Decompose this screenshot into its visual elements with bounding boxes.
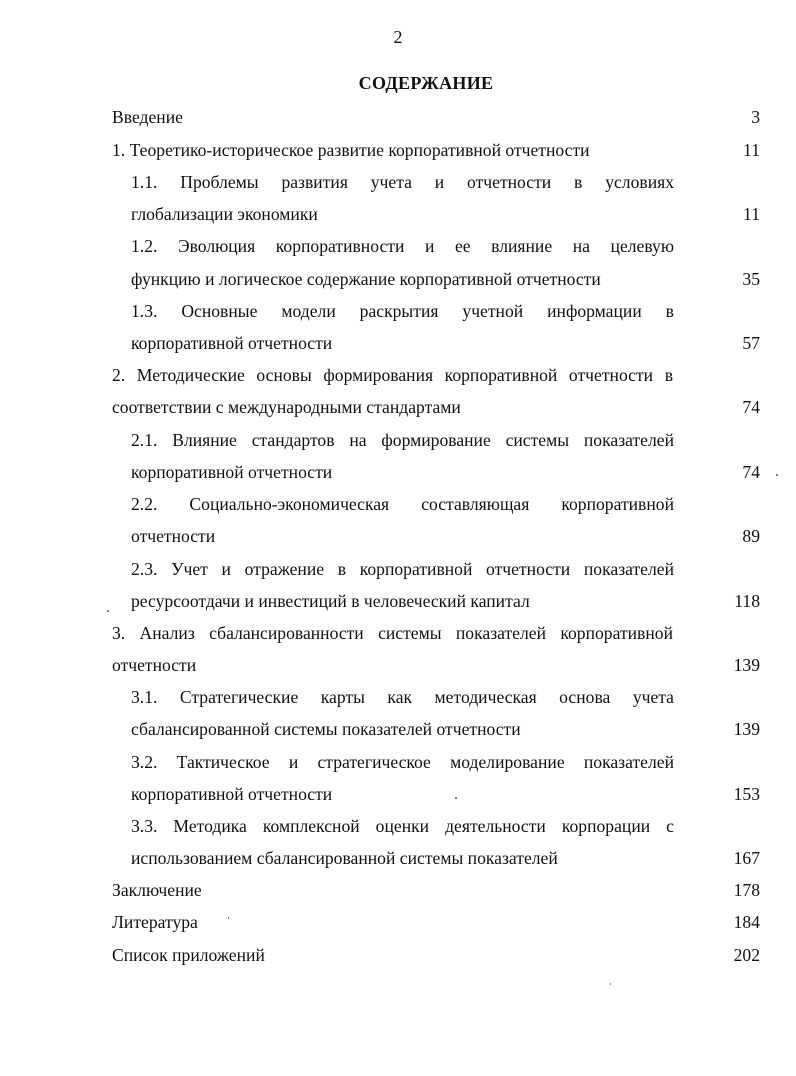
toc-page-section-1-1: 11 bbox=[743, 204, 760, 224]
toc-entry-section-3-3-line1[interactable]: 3.3. Методика комплексной оценки деятельности корпорации с bbox=[131, 816, 674, 836]
toc-entry-section-1-1-line2[interactable]: глобализации экономики bbox=[131, 204, 318, 224]
toc-page-intro: 3 bbox=[751, 107, 760, 127]
toc-page-appendices: 202 bbox=[733, 945, 760, 965]
toc-entry-section-1-3-line2[interactable]: корпоративной отчетности bbox=[131, 333, 333, 353]
toc-entry-section-3-2-line1[interactable]: 3.2. Тактическое и стратегическое моделирование показателей bbox=[131, 752, 674, 772]
toc-entry-appendices[interactable]: Список приложений bbox=[112, 945, 265, 965]
toc-entry-section-2-1-line1[interactable]: 2.1. Влияние стандартов на формирование системы показателей bbox=[131, 430, 674, 450]
toc-entry-section-2-3-line1[interactable]: 2.3. Учет и отражение в корпоративной отчетности показателей bbox=[131, 559, 674, 579]
toc-page-literature: 184 bbox=[733, 912, 760, 932]
toc-page-section-1-2: 35 bbox=[742, 269, 760, 289]
toc-entry-section-3-1-line2[interactable]: сбалансированной системы показателей отчетности bbox=[131, 719, 521, 739]
toc-entry-section-2-1-line2[interactable]: корпоративной отчетности bbox=[131, 462, 333, 482]
toc-entry-section-1-2-line1[interactable]: 1.2. Эволюция корпоративности и ее влияние на целевую bbox=[131, 236, 674, 256]
toc-page-chapter-2: 74 bbox=[742, 397, 760, 417]
toc-entry-chapter-3-line2[interactable]: отчетности bbox=[112, 655, 197, 675]
page-number: 2 bbox=[393, 27, 403, 47]
toc-page-section-2-1: 74 bbox=[742, 462, 760, 482]
scan-speck bbox=[776, 474, 778, 476]
toc-entry-chapter-3-line1[interactable]: 3. Анализ сбалансированности системы показателей корпоративной bbox=[112, 623, 673, 643]
scan-speck bbox=[455, 797, 457, 799]
toc-entry-conclusion[interactable]: Заключение bbox=[112, 880, 202, 900]
toc-page-section-2-3: 118 bbox=[734, 591, 760, 611]
toc-page-section-3-3: 167 bbox=[733, 848, 760, 868]
toc-entry-section-2-3-line2[interactable]: ресурсоотдачи и инвестиций в человеческий капитал bbox=[131, 591, 530, 611]
toc-entry-section-3-2-line2[interactable]: корпоративной отчетности bbox=[131, 784, 333, 804]
toc-entry-section-3-1-line1[interactable]: 3.1. Стратегические карты как методическая основа учета bbox=[131, 687, 674, 707]
toc-page-section-3-1: 139 bbox=[733, 719, 760, 739]
toc-page-section-3-2: 153 bbox=[733, 784, 760, 804]
scan-speck bbox=[610, 983, 611, 985]
toc-entry-section-3-3-line2[interactable]: использованием сбалансированной системы показателей bbox=[131, 848, 558, 868]
toc-entry-intro[interactable]: Введение bbox=[112, 107, 183, 127]
toc-entry-literature[interactable]: Литература bbox=[112, 912, 198, 932]
toc-page-section-1-3: 57 bbox=[742, 333, 760, 353]
toc-entry-section-2-2-line1[interactable]: 2.2. Социально-экономическая составляющая корпоративной bbox=[131, 494, 674, 514]
toc-entry-section-1-3-line1[interactable]: 1.3. Основные модели раскрытия учетной информации в bbox=[131, 301, 674, 321]
toc-entry-chapter-2-line2[interactable]: соответствии с международными стандартами bbox=[112, 397, 461, 417]
toc-page-section-2-2: 89 bbox=[742, 526, 760, 546]
toc-entry-section-1-1-line1[interactable]: 1.1. Проблемы развития учета и отчетности в условиях bbox=[131, 172, 674, 192]
toc-entry-section-1-2-line2[interactable]: функцию и логическое содержание корпоративной отчетности bbox=[131, 269, 601, 289]
scan-speck bbox=[228, 917, 229, 919]
toc-entry-chapter-1[interactable]: 1. Теоретико-историческое развитие корпоративной отчетности bbox=[112, 140, 590, 160]
scan-speck bbox=[107, 610, 109, 612]
toc-title: СОДЕРЖАНИЕ bbox=[358, 73, 494, 93]
toc-entry-chapter-2-line1[interactable]: 2. Методические основы формирования корпоративной отчетности в bbox=[112, 365, 673, 385]
toc-page-chapter-1: 11 bbox=[743, 140, 760, 160]
toc-page-conclusion: 178 bbox=[733, 880, 760, 900]
toc-entry-section-2-2-line2[interactable]: отчетности bbox=[131, 526, 216, 546]
toc-page-chapter-3: 139 bbox=[733, 655, 760, 675]
